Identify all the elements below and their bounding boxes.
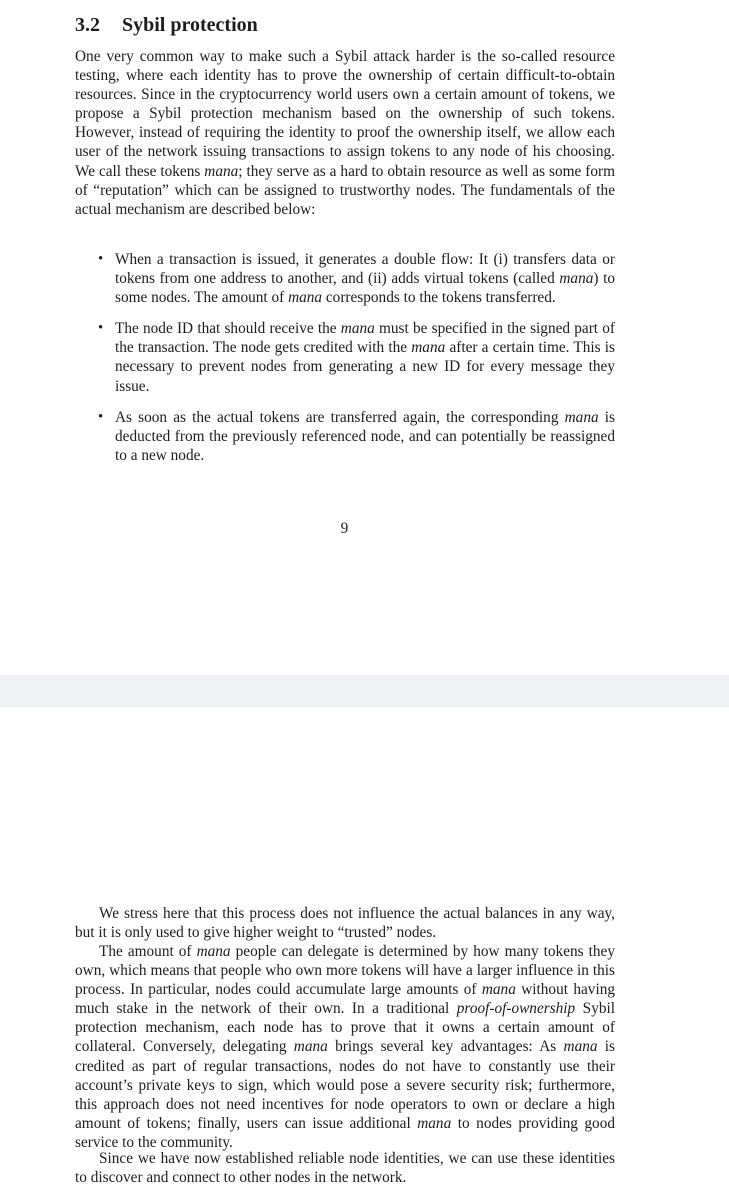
list-item: • As soon as the actual tokens are transferred again, the corresponding mana is deducted from the previously referenced node, and can potentially be reassigned to a new node. xyxy=(98,408,615,464)
intro-paragraph: One very common way to make such a Sybil attack harder is the so-called resource testing, where each identity has to prove the ownership of certain difficult-to-obtain resources. Since in the cryptocurrency world users own a certain amount of tokens, we propose a Sybil protection mechanism based on the ownership of such tokens. However, instead of requiring the identity to proof the ownership itself, we allow each user of the network issuing transactions to assign tokens to any node of his choosing. We call these tokens mana; they serve as a hard to obtain resource as well as some form of “reputation” which can be assigned to trustworthy nodes. The fundamentals of the actual mechanism are described below: xyxy=(75,48,615,218)
bullet-icon: • xyxy=(98,251,104,267)
section-number: 3.2 xyxy=(75,14,100,36)
bullet-icon: • xyxy=(98,320,104,337)
section-heading xyxy=(75,14,258,37)
paragraph-delegation: The amount of mana people can delegate is determined by how many tokens they own, which means that people who own more tokens will have a larger influence in this process. In particular, nodes could accumulate large amounts of mana without having much stake in the network of their own. In a traditional proof-of-ownership Sybil protection mechanism, each node has to prove that it owns a certain amount of collateral. Conversely, delegating mana brings several key advantages: As mana is credited as part of regular transactions, nodes do not have to constantly use their account’s private keys to sign, which would pose a severe security risk; furthermore, this approach does not need incentives for node operators to own or declare a high amount of tokens; finally, users can issue additional mana to nodes providing good service to the community. xyxy=(75,943,616,1151)
section-title: Sybil protection xyxy=(122,14,258,36)
list-item: • When a transaction is issued, it generates a double flow: It (i) transfers data or tokens from one address to another, and (ii) adds virtual tokens (called mana) to some nodes. The amount of mana corresponds to the tokens transferred. xyxy=(98,251,615,307)
page-number: 9 xyxy=(340,520,349,537)
list-item: • The node ID that should receive the mana must be specified in the signed part of the transaction. The node gets credited with the mana after a certain time. This is necessary to prevent nodes from generating a new ID for every message they issue. xyxy=(98,320,615,395)
page-separator xyxy=(0,675,729,707)
paragraph-balances: We stress here that this process does not influence the actual balances in any way, but it is only used to give higher weight to “trusted” nodes. xyxy=(75,905,615,942)
document-page-bottom xyxy=(0,707,729,1200)
paragraph-node-identities: Since we have now established reliable node identities, we can use these identities to discover and connect to other nodes in the network. xyxy=(75,1150,615,1187)
bullet-icon: • xyxy=(98,408,104,425)
mechanism-bullet-list xyxy=(98,250,615,477)
